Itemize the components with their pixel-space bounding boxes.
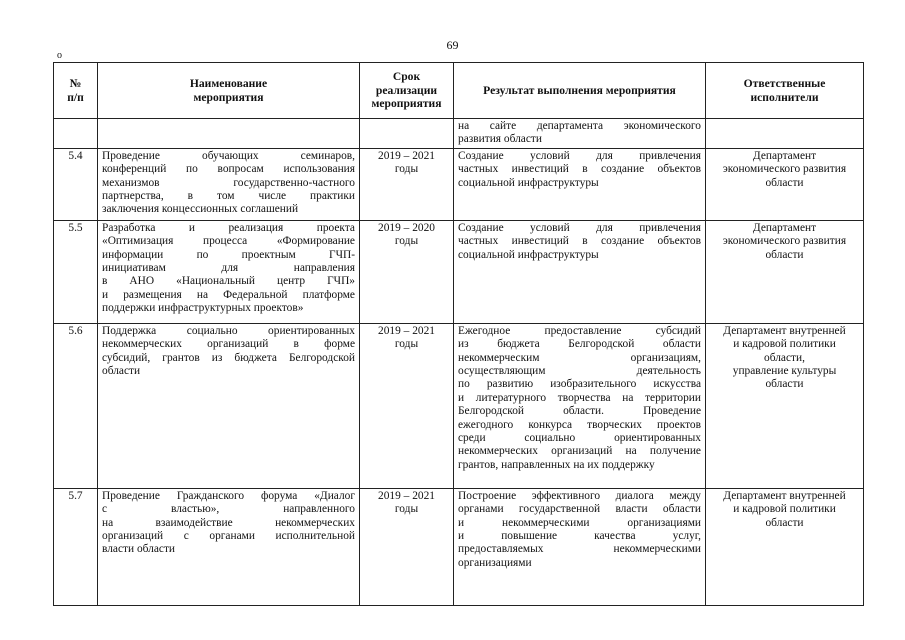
name-line: некоммерческих организаций в форме: [102, 338, 355, 351]
result-line: Создание условий для привлечения: [458, 149, 701, 162]
cell-term: [360, 488, 454, 605]
term-line: 2019 – 2021: [378, 149, 435, 162]
header-result: [454, 63, 706, 119]
cell-responsible: [706, 148, 864, 220]
cell-name: [98, 488, 360, 605]
measures-table: [53, 62, 864, 606]
result-line: некоммерческих организаций на получение: [458, 445, 701, 458]
continuation-row: [54, 119, 864, 149]
result-line: социальной инфраструктуры: [458, 248, 599, 261]
header-responsible-line: исполнители: [750, 90, 819, 104]
name-line: Проведение обучающих семинаров,: [102, 149, 355, 162]
cell-num: 5.4: [54, 148, 98, 220]
cell-name: [98, 220, 360, 323]
header-num-line: №: [69, 76, 82, 90]
responsible-line: Департамент: [752, 149, 817, 162]
cell-term: [360, 119, 454, 149]
name-line: механизмов государственно-частного: [102, 176, 355, 189]
header-responsible: [706, 63, 864, 119]
term-line: годы: [394, 503, 419, 516]
table-row: [54, 148, 864, 220]
header-num-line: п/п: [67, 90, 84, 104]
name-line: на взаимодействие некоммерческих: [102, 516, 355, 529]
result-line: осуществляющим деятельность: [458, 365, 701, 378]
responsible-line: Департамент внутренней: [723, 324, 846, 337]
result-line: предоставляемых некоммерческими: [458, 543, 701, 556]
responsible-line: области: [765, 176, 804, 189]
header-responsible-line: Ответственные: [743, 76, 826, 90]
name-line: власти области: [102, 543, 176, 556]
result-line: Ежегодное предоставление субсидий: [458, 324, 701, 337]
responsible-line: экономического развития: [722, 163, 847, 176]
result-line: и повышение качества услуг,: [458, 530, 701, 543]
header-result-text: Результат выполнения мероприятия: [483, 83, 676, 97]
result-line: грантов, направленных на их поддержку: [458, 458, 655, 471]
table-row: [54, 323, 864, 488]
name-line: «Оптимизация процесса «Формирование: [102, 235, 355, 248]
cell-responsible: [706, 488, 864, 605]
name-line: области: [102, 365, 141, 378]
responsible-line: и кадровой политики: [733, 338, 836, 351]
corner-mark: о: [57, 50, 62, 61]
result-line: Белгородской области. Проведение: [458, 405, 701, 418]
header-name-line: мероприятия: [193, 90, 264, 104]
name-line: партнерства, в том числе практики: [102, 190, 355, 203]
name-line: заключения концессионных соглашений: [102, 203, 299, 216]
name-line: в АНО «Национальный центр ГЧП»: [102, 275, 355, 288]
responsible-line: управление культуры: [732, 365, 837, 378]
term-line: годы: [394, 163, 419, 176]
cell-responsible: [706, 220, 864, 323]
name-line: инициативам для направления: [102, 262, 355, 275]
result-line: и литературного творчества на территории: [458, 391, 701, 404]
name-line: организаций с органами исполнительной: [102, 530, 355, 543]
header-name: [98, 63, 360, 119]
cell-num: 5.6: [54, 323, 98, 488]
cell-name: [98, 119, 360, 149]
term-line: 2019 – 2021: [378, 324, 435, 337]
name-line: конференций по вопросам использования: [102, 163, 355, 176]
term-line: годы: [394, 235, 419, 248]
header-term-line: реализации: [375, 83, 438, 97]
result-line: по развитию изобразительного искусства: [458, 378, 701, 391]
result-line: частных инвестиций в создание объектов: [458, 163, 701, 176]
cell-num: [54, 119, 98, 149]
responsible-line: Департамент: [752, 221, 817, 234]
cell-term: [360, 220, 454, 323]
result-line: на сайте департамента экономического: [458, 120, 701, 132]
cell-result: [454, 220, 706, 323]
result-line: частных инвестиций в создание объектов: [458, 235, 701, 248]
cell-result: [454, 488, 706, 605]
result-line: и некоммерческими организациями: [458, 516, 701, 529]
header-num: [54, 63, 98, 119]
table-row: [54, 488, 864, 605]
header-term-line: Срок: [392, 70, 421, 84]
page-number: 69: [446, 38, 459, 52]
responsible-line: области,: [764, 351, 805, 364]
cell-name: [98, 323, 360, 488]
cell-num: 5.7: [54, 488, 98, 605]
cell-result: [454, 148, 706, 220]
responsible-line: области: [765, 378, 804, 391]
cell-responsible: [706, 323, 864, 488]
result-line: развития области: [458, 133, 542, 146]
cell-responsible: [706, 119, 864, 149]
result-line: ежегодного конкурса творческих проектов: [458, 418, 701, 431]
name-line: Поддержка социально ориентированных: [102, 324, 355, 337]
table-row: [54, 220, 864, 323]
responsible-line: и кадровой политики: [733, 503, 836, 516]
cell-term: [360, 323, 454, 488]
term-line: годы: [394, 338, 419, 351]
name-line: и размещения на Федеральной платформе: [102, 288, 355, 301]
result-line: из бюджета Белгородской области: [458, 338, 701, 351]
responsible-line: области: [765, 248, 804, 261]
cell-num: 5.5: [54, 220, 98, 323]
result-line: Построение эффективного диалога между: [458, 489, 701, 502]
result-line: среди социально ориентированных: [458, 432, 701, 445]
result-line: социальной инфраструктуры: [458, 176, 599, 189]
name-line: информации по проектным ГЧП-: [102, 248, 355, 261]
result-line: организациями: [458, 556, 532, 569]
name-line: Разработка и реализация проекта: [102, 221, 355, 234]
cell-result: [454, 323, 706, 488]
responsible-line: Департамент внутренней: [723, 489, 846, 502]
name-line: поддержки инфраструктурных проектов»: [102, 302, 304, 315]
cell-term: [360, 148, 454, 220]
header-term-line: мероприятия: [371, 97, 442, 111]
header-name-line: Наименование: [189, 76, 268, 90]
term-line: 2019 – 2021: [378, 489, 435, 502]
header-term: [360, 63, 454, 119]
result-line: некоммерческим организациям,: [458, 351, 701, 364]
cell-result: [454, 119, 706, 149]
header-row: [54, 63, 864, 119]
result-line: Создание условий для привлечения: [458, 221, 701, 234]
name-line: Проведение Гражданского форума «Диалог: [102, 489, 355, 502]
name-line: с властью», направленного: [102, 503, 355, 516]
result-line: органами государственной власти области: [458, 503, 701, 516]
name-line: субсидий, грантов из бюджета Белгородской: [102, 351, 355, 364]
cell-name: [98, 148, 360, 220]
responsible-line: области: [765, 516, 804, 529]
responsible-line: экономического развития: [722, 235, 847, 248]
term-line: 2019 – 2020: [378, 221, 435, 234]
